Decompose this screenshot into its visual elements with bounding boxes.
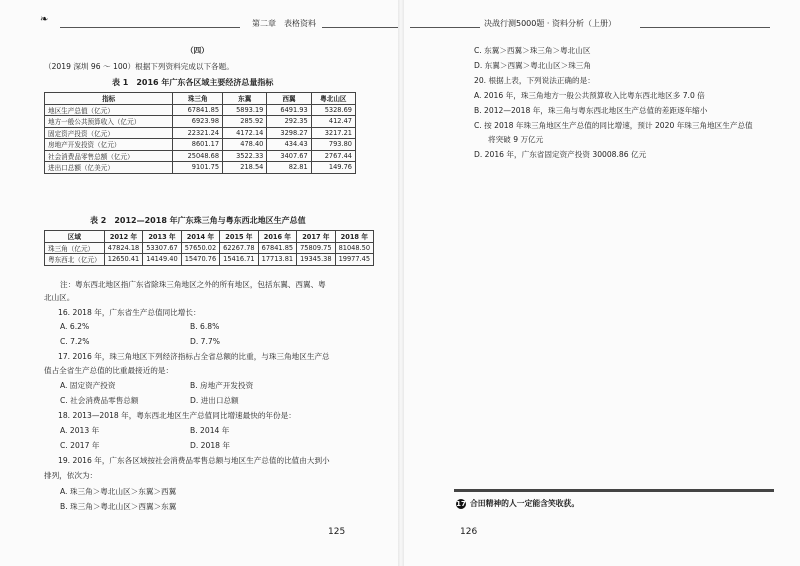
table2-header-cell: 2017 年 — [297, 231, 335, 243]
value-cell: 75809.75 — [297, 242, 335, 254]
table2-header-cell: 2013 年 — [143, 231, 181, 243]
value-cell: 19345.38 — [297, 254, 335, 266]
row-label-cell: 地区生产总值（亿元） — [45, 104, 173, 116]
value-cell: 67841.85 — [173, 104, 223, 116]
bookmark-icon: ❧ — [40, 14, 49, 25]
q19-option-c[interactable]: C. 东翼＞西翼＞珠三角＞粤北山区 — [474, 46, 591, 55]
table2-header-cell: 2015 年 — [220, 231, 258, 243]
table-row — [45, 104, 356, 116]
value-cell: 292.35 — [267, 116, 311, 128]
table-row — [45, 242, 374, 254]
value-cell: 149.76 — [311, 162, 355, 174]
row-label-cell: 珠三角（亿元） — [45, 242, 105, 254]
gdp-by-year-table — [44, 230, 374, 266]
q17-option-c[interactable]: C. 社会消费品零售总额 — [60, 396, 139, 405]
table2-header-cell: 2014 年 — [181, 231, 219, 243]
value-cell: 22321.24 — [173, 127, 223, 139]
value-cell: 15470.76 — [181, 254, 219, 266]
value-cell: 3522.33 — [223, 150, 267, 162]
table-row — [45, 127, 356, 139]
value-cell: 25048.68 — [173, 150, 223, 162]
q19-option-a[interactable]: A. 珠三角＞粤北山区＞东翼＞西翼 — [60, 487, 177, 496]
row-label-cell: 房地产开发投资（亿元） — [45, 139, 173, 151]
q20-option-b[interactable]: B. 2012—2018 年，珠三角与粤东西北地区生产总值的差距逐年缩小 — [474, 106, 708, 115]
header-rule — [60, 27, 240, 28]
table2-caption: 表 2 2012—2018 年广东珠三角与粤东西北地区生产总值 — [90, 216, 306, 225]
right-page — [404, 0, 800, 566]
value-cell: 17713.81 — [258, 254, 296, 266]
q19-option-d[interactable]: D. 东翼＞西翼＞粤北山区＞珠三角 — [474, 61, 591, 70]
table2-header-cell: 2012 年 — [104, 231, 142, 243]
q16-option-d[interactable]: D. 7.7% — [190, 337, 220, 346]
table2-header-cell: 2018 年 — [335, 231, 373, 243]
q20-option-a[interactable]: A. 2016 年，珠三角地方一般公共预算收入比粤东西北地区多 7.0 倍 — [474, 91, 705, 100]
value-cell: 82.81 — [267, 162, 311, 174]
q18-option-a[interactable]: A. 2013 年 — [60, 426, 100, 435]
q18-option-b[interactable]: B. 2014 年 — [190, 426, 230, 435]
q17-option-d[interactable]: D. 进出口总额 — [190, 396, 239, 405]
value-cell: 15416.71 — [220, 254, 258, 266]
table2-header-cell: 2016 年 — [258, 231, 296, 243]
value-cell: 4172.14 — [223, 127, 267, 139]
value-cell: 81048.50 — [335, 242, 373, 254]
row-label-cell: 地方一般公共预算收入（亿元） — [45, 116, 173, 128]
section-number: （四） — [186, 46, 209, 55]
value-cell: 57650.02 — [181, 242, 219, 254]
header-rule — [640, 27, 770, 28]
value-cell: 53307.67 — [143, 242, 181, 254]
table1-caption: 表 1 2016 年广东各区域主要经济总量指标 — [112, 78, 274, 87]
value-cell: 5893.19 — [223, 104, 267, 116]
economic-indicators-table — [44, 92, 356, 174]
table1-header-cell: 珠三角 — [173, 93, 223, 105]
value-cell: 14149.40 — [143, 254, 181, 266]
q18-option-d[interactable]: D. 2018 年 — [190, 441, 231, 450]
question-17-cont: 值占全省生产总值的比重最接近的是： — [44, 366, 174, 375]
value-cell: 5328.69 — [311, 104, 355, 116]
question-18: 18. 2013—2018 年，粤东西北地区生产总值同比增速最快的年份是： — [58, 411, 296, 420]
value-cell: 3407.67 — [267, 150, 311, 162]
header-left-title: 第二章 表格资料 — [252, 19, 316, 28]
row-label-cell: 粤东西北（亿元） — [45, 254, 105, 266]
value-cell: 285.92 — [223, 116, 267, 128]
question-16: 16. 2018 年，广东省生产总值同比增长： — [58, 308, 201, 317]
page-number-right: 126 — [460, 527, 478, 537]
row-label-cell: 社会消费品零售总额（亿元） — [45, 150, 173, 162]
value-cell: 19977.45 — [335, 254, 373, 266]
table-row — [45, 162, 356, 174]
header-rule — [410, 27, 480, 28]
header-right-title: 决战行测5000题 · 资料分析（上册） — [484, 19, 616, 28]
table-row — [45, 254, 374, 266]
table1-header-cell: 东翼 — [223, 93, 267, 105]
value-cell: 2767.44 — [311, 150, 355, 162]
table-row — [45, 139, 356, 151]
footer-badge-icon: 17 — [456, 500, 466, 508]
page-number-left: 125 — [328, 527, 346, 537]
value-cell: 9101.75 — [173, 162, 223, 174]
q20-option-d[interactable]: D. 2016 年，广东省固定资产投资 30008.86 亿元 — [474, 150, 647, 159]
row-label-cell: 固定资产投资（亿元） — [45, 127, 173, 139]
value-cell: 793.80 — [311, 139, 355, 151]
question-19: 19. 2016 年，广东各区域按社会消费品零售总额与地区生产总值的比值由大到小 — [58, 456, 330, 465]
q20-option-c-cont: 将突破 9 万亿元 — [488, 135, 544, 144]
q17-option-b[interactable]: B. 房地产开发投资 — [190, 381, 254, 390]
value-cell: 478.40 — [223, 139, 267, 151]
value-cell: 8601.17 — [173, 139, 223, 151]
q17-option-a[interactable]: A. 固定资产投资 — [60, 381, 116, 390]
q20-option-c[interactable]: C. 按 2018 年珠三角地区生产总值的同比增速，预计 2020 年珠三角地区生产总值 — [474, 121, 753, 130]
value-cell: 412.47 — [311, 116, 355, 128]
q18-option-c[interactable]: C. 2017 年 — [60, 441, 100, 450]
table1-header-cell: 西翼 — [267, 93, 311, 105]
table-note: 注：粤东西北地区指广东省除珠三角地区之外的所有地区，包括东翼、西翼、粤 — [60, 280, 326, 289]
table-row — [45, 150, 356, 162]
table-row — [45, 116, 356, 128]
question-17: 17. 2016 年，珠三角地区下列经济指标占全省总额的比重，与珠三角地区生产总 — [58, 352, 330, 361]
header-rule — [322, 27, 398, 28]
left-page — [0, 0, 398, 566]
value-cell: 3217.21 — [311, 127, 355, 139]
question-20: 20. 根据上表，下列说法正确的是： — [474, 76, 595, 85]
footer-motto — [456, 498, 579, 509]
table1-header-cell: 粤北山区 — [311, 93, 355, 105]
value-cell: 12650.41 — [104, 254, 142, 266]
value-cell: 47824.18 — [104, 242, 142, 254]
q16-option-b[interactable]: B. 6.8% — [190, 322, 220, 331]
value-cell: 62267.78 — [220, 242, 258, 254]
value-cell: 3298.27 — [267, 127, 311, 139]
intro-text: （2019 深圳 96 ～ 100）根据下列资料完成以下各题。 — [44, 62, 234, 71]
row-label-cell: 进出口总额（亿美元） — [45, 162, 173, 174]
table1-header-cell: 指标 — [45, 93, 173, 105]
value-cell: 6923.98 — [173, 116, 223, 128]
q16-option-a[interactable]: A. 6.2% — [60, 322, 90, 331]
value-cell: 6491.93 — [267, 104, 311, 116]
value-cell: 434.43 — [267, 139, 311, 151]
question-19-cont: 排列，依次为： — [44, 471, 98, 480]
footer-rule — [454, 489, 774, 492]
q16-option-c[interactable]: C. 7.2% — [60, 337, 90, 346]
q19-option-b[interactable]: B. 珠三角＞粤北山区＞西翼＞东翼 — [60, 502, 177, 511]
value-cell: 218.54 — [223, 162, 267, 174]
footer-text: 合田精神的人一定能含笑收获。 — [470, 499, 580, 508]
table-note-cont: 北山区。 — [44, 293, 75, 302]
value-cell: 67841.85 — [258, 242, 296, 254]
table2-header-cell: 区域 — [45, 231, 105, 243]
